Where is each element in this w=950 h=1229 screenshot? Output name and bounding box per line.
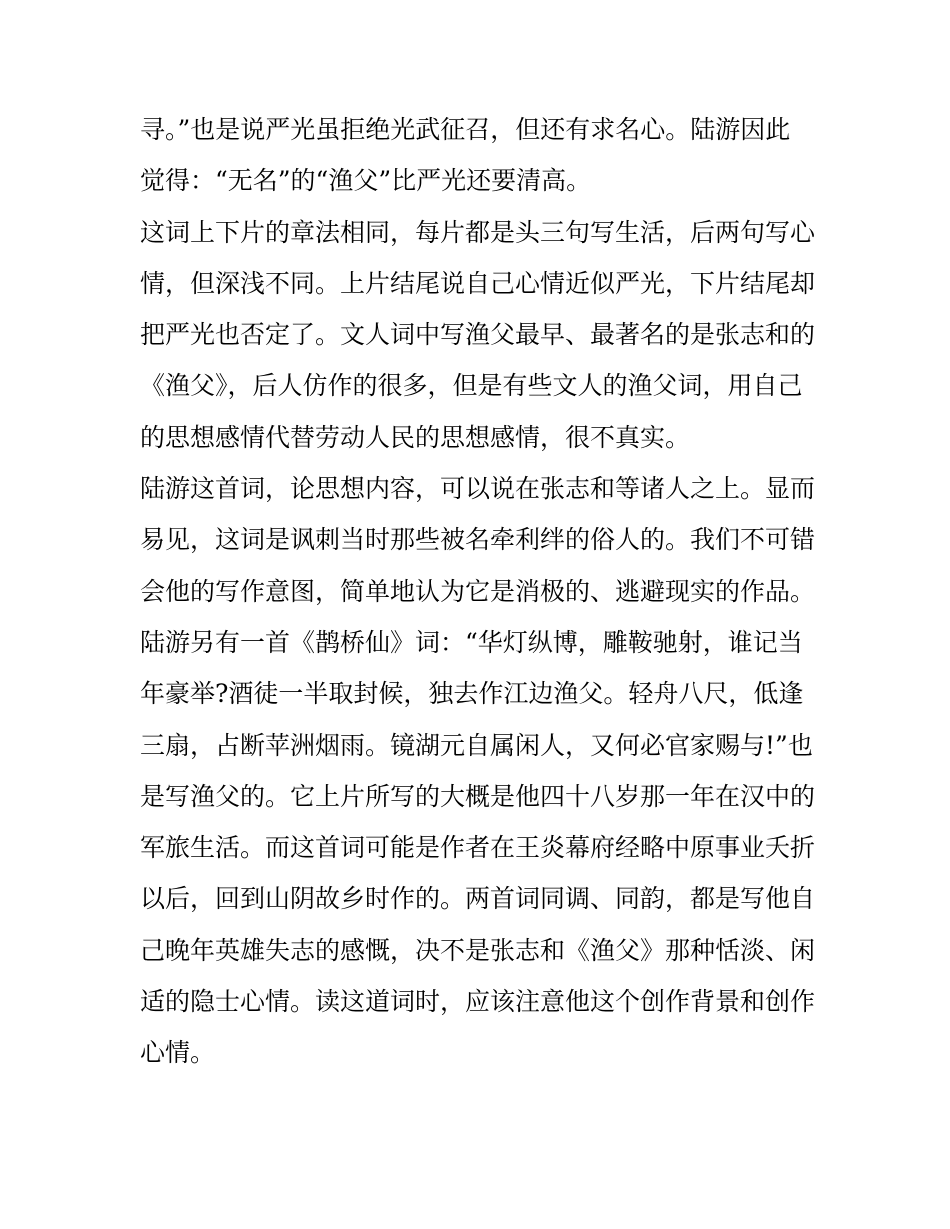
text-line: 心情。 (140, 1038, 216, 1068)
text-line: 三扇，占断苹洲烟雨。镜湖元自属闲人，又何必官家赐与!”也 (140, 730, 813, 760)
text-line: 这词上下片的章法相同，每片都是头三句写生活，后两句写心 (140, 217, 816, 247)
text-line: 陆游另有一首《鹊桥仙》词：“华灯纵博，雕鞍驰射，谁记当 (140, 627, 803, 657)
text-line: 军旅生活。而这首词可能是作者在王炎幕府经略中原事业夭折 (140, 833, 816, 863)
text-line: 以后，回到山阴故乡时作的。两首词同调、同韵，都是写他自 (140, 884, 816, 914)
text-line: 年豪举?酒徒一半取封候，独去作江边渔父。轻舟八尺，低逢 (140, 679, 804, 709)
text-line: 寻。”也是说严光虽拒绝光武征召，但还有求名心。陆游因此 (140, 115, 791, 144)
text-line: 的思想感情代替劳动人民的思想感情，很不真实。 (140, 422, 691, 452)
text-line: 会他的写作意图，简单地认为它是消极的、逃避现实的作品。 (140, 576, 816, 606)
text-line: 陆游这首词，论思想内容，可以说在张志和等诸人之上。显而 (140, 474, 816, 504)
body-text (140, 104, 820, 1079)
text-line: 适的隐士心情。读这道词时，应该注意他这个创作背景和创作 (140, 987, 816, 1017)
text-line: 是写渔父的。它上片所写的大概是他四十八岁那一年在汉中的 (140, 781, 816, 811)
text-line: 情，但深浅不同。上片结尾说自己心情近似严光，下片结尾却 (140, 268, 816, 298)
text-line: 易见，这词是讽刺当时那些被名牵利绊的俗人的。我们不可错 (140, 525, 816, 555)
text-line: 己晚年英雄失志的感慨，决不是张志和《渔父》那种恬淡、闲 (140, 935, 816, 965)
text-line: 把严光也否定了。文人词中写渔父最早、最著名的是张志和的 (140, 320, 816, 350)
text-line: 《渔父》，后人仿作的很多，但是有些文人的渔父词，用自己 (140, 371, 803, 401)
text-line: 觉得：“无名”的“渔父”比严光还要清高。 (140, 166, 592, 196)
